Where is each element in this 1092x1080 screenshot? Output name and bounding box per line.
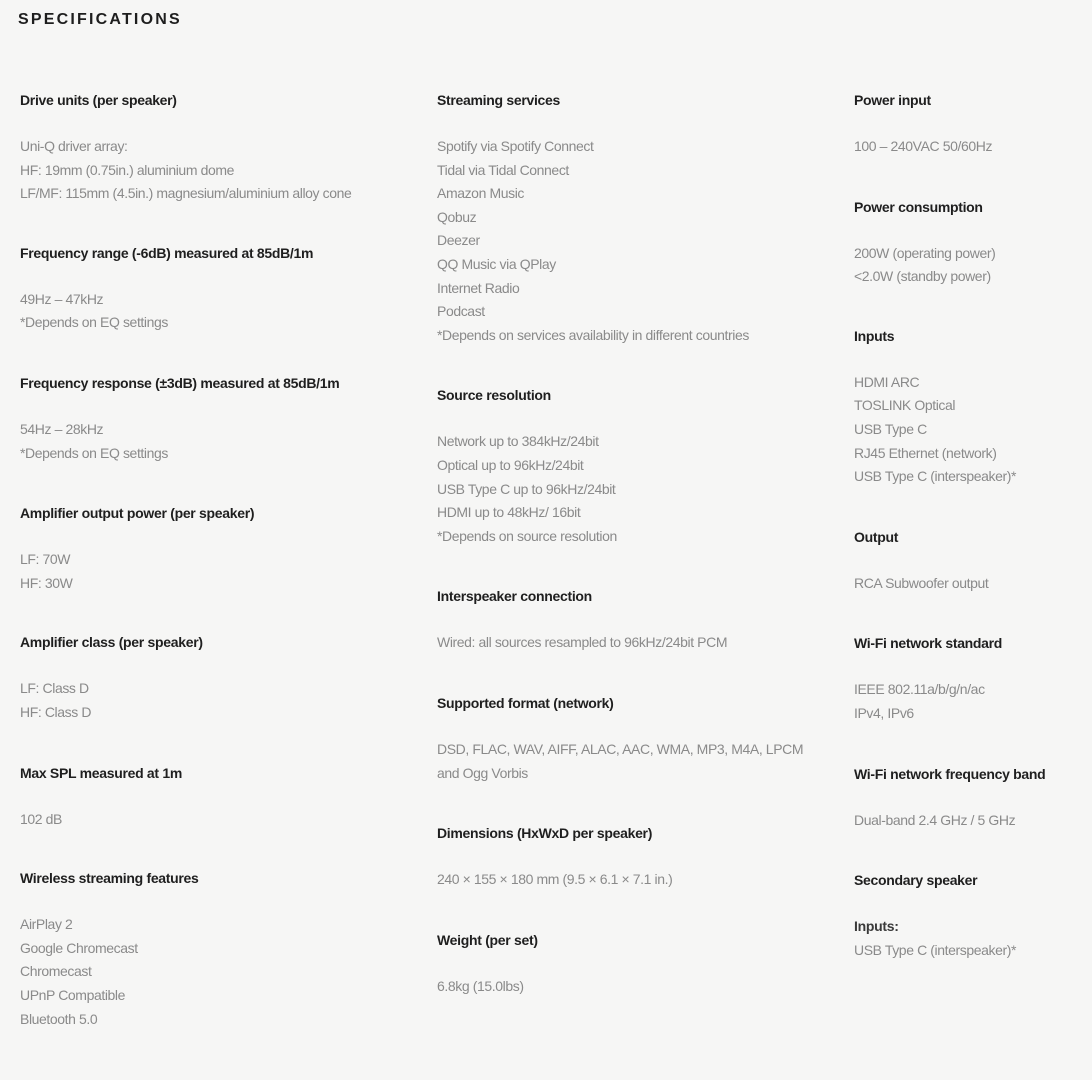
spec-value-line: HF: Class D (20, 703, 92, 720)
spec-values (854, 135, 1084, 159)
spec-value-line: DSD, FLAC, WAV, AIFF, ALAC, AAC, WMA, MP3, M4A, LPCM (437, 740, 804, 757)
spec-values (437, 975, 837, 999)
spec-title: Wi-Fi network frequency band (854, 765, 1046, 782)
spec-title: Frequency range (-6dB) measured at 85dB/1m (20, 244, 314, 261)
page-title: SPECIFICATIONS (18, 11, 182, 28)
spec-value-line: Qobuz (437, 208, 477, 225)
spec-title: Wireless streaming features (20, 870, 199, 887)
spec-block (437, 930, 837, 999)
spec-value-line: HF: 19mm (0.75in.) aluminium dome (20, 161, 234, 178)
spec-title: Wi-Fi network standard (854, 635, 1003, 652)
spec-value-line: QQ Music via QPlay (437, 255, 556, 272)
spec-values (20, 913, 420, 1031)
spec-value-line: USB Type C (interspeaker)* (854, 941, 1017, 958)
spec-values (854, 915, 1084, 962)
spec-title: Output (854, 528, 899, 545)
spec-value-line: *Depends on EQ settings (20, 314, 169, 331)
spec-title: Amplifier class (per speaker) (20, 634, 203, 651)
spec-block (854, 870, 1084, 962)
spec-title: Dimensions (HxWxD per speaker) (437, 825, 653, 842)
spec-value-line: *Depends on services availability in different countries (437, 326, 749, 343)
spec-value-line: IEEE 802.11a/b/g/n/ac (854, 681, 985, 698)
spec-block (437, 823, 837, 892)
spec-block (854, 633, 1084, 725)
spec-value-line: IPv4, IPv6 (854, 704, 914, 721)
spec-title: Max SPL measured at 1m (20, 764, 182, 781)
spec-value-line: RJ45 Ethernet (network) (854, 444, 997, 461)
spec-values (854, 572, 1084, 596)
spec-value-line: UPnP Compatible (20, 986, 126, 1003)
spec-value-line: USB Type C up to 96kHz/24bit (437, 480, 616, 497)
spec-title: Power consumption (854, 198, 983, 215)
spec-title: Drive units (per speaker) (20, 92, 177, 108)
spec-value-line: LF/MF: 115mm (4.5in.) magnesium/aluminium alloy cone (20, 185, 352, 202)
spec-value-line: Dual-band 2.4 GHz / 5 GHz (854, 811, 1016, 828)
spec-value-line: Amazon Music (437, 185, 525, 202)
spec-value-line: Tidal via Tidal Connect (437, 161, 569, 178)
spec-values (437, 135, 837, 347)
spec-value-line: 200W (operating power) (854, 244, 996, 261)
spec-block (854, 90, 1084, 159)
spec-block (20, 632, 420, 724)
spec-value-line: TOSLINK Optical (854, 397, 956, 414)
spec-block (437, 385, 837, 548)
spec-values (854, 809, 1084, 833)
spec-value-line: <2.0W (standby power) (854, 268, 991, 285)
specs-column-1 (20, 90, 420, 1031)
spec-sublabel: Inputs: (854, 918, 899, 935)
spec-values (20, 548, 420, 595)
spec-value-line: 240 × 155 × 180 mm (9.5 × 6.1 × 7.1 in.) (437, 871, 673, 888)
spec-title: Power input (854, 92, 931, 108)
spec-title: Source resolution (437, 387, 551, 404)
spec-value-line: Chromecast (20, 963, 92, 980)
spec-block (854, 527, 1084, 596)
spec-block (20, 868, 420, 1031)
spec-title: Frequency response (±3dB) measured at 85dB/1m (20, 374, 340, 391)
spec-title: Weight (per set) (437, 931, 538, 948)
spec-values (20, 418, 420, 465)
spec-value-line: Bluetooth 5.0 (20, 1010, 98, 1027)
spec-block (854, 764, 1084, 833)
spec-value-line: *Depends on EQ settings (20, 444, 169, 461)
spec-value-line: Wired: all sources resampled to 96kHz/24bit PCM (437, 634, 728, 651)
spec-values (20, 135, 420, 206)
spec-block (437, 586, 837, 655)
spec-values (20, 288, 420, 335)
spec-value-line: Internet Radio (437, 279, 520, 296)
spec-value-line: 54Hz – 28kHz (20, 420, 104, 437)
spec-value-line: USB Type C (interspeaker)* (854, 468, 1017, 485)
spec-block (20, 90, 420, 206)
spec-values (854, 678, 1084, 725)
spec-value-line: 100 – 240VAC 50/60Hz (854, 138, 993, 154)
spec-value-line: AirPlay 2 (20, 916, 73, 933)
spec-block (854, 197, 1084, 289)
spec-block (20, 503, 420, 595)
spec-values (854, 371, 1084, 489)
specs-column-2 (437, 90, 837, 998)
spec-title: Interspeaker connection (437, 588, 592, 605)
spec-value-line: and Ogg Vorbis (437, 764, 528, 781)
spec-block (437, 90, 837, 347)
spec-value-line: 49Hz – 47kHz (20, 290, 104, 307)
spec-value-line: 102 dB (20, 810, 62, 827)
spec-values (437, 738, 837, 785)
spec-value-line: HDMI ARC (854, 373, 920, 390)
spec-value-line: USB Type C (854, 420, 927, 437)
spec-value-line: LF: Class D (20, 680, 89, 697)
spec-value-line: 6.8kg (15.0lbs) (437, 977, 524, 994)
spec-block (20, 763, 420, 832)
spec-block (20, 373, 420, 465)
spec-title: Amplifier output power (per speaker) (20, 505, 255, 522)
spec-title: Streaming services (437, 92, 561, 108)
spec-value-line: Uni-Q driver array: (20, 138, 128, 154)
spec-title: Supported format (network) (437, 694, 614, 711)
spec-block (437, 693, 837, 785)
spec-values (20, 808, 420, 832)
specs-column-3 (854, 90, 1084, 962)
spec-values (437, 430, 837, 548)
spec-block (20, 243, 420, 335)
spec-values (20, 677, 420, 724)
spec-values (437, 868, 837, 892)
spec-value-line: Podcast (437, 303, 485, 320)
spec-value-line: HF: 30W (20, 574, 73, 591)
spec-values (854, 242, 1084, 289)
spec-value-line: Deezer (437, 232, 480, 249)
spec-block (854, 326, 1084, 489)
spec-value-line: RCA Subwoofer output (854, 574, 989, 591)
spec-value-line: LF: 70W (20, 551, 71, 568)
spec-value-line: Spotify via Spotify Connect (437, 138, 594, 154)
spec-value-line: Network up to 384kHz/24bit (437, 433, 599, 450)
spec-value-line: HDMI up to 48kHz/ 16bit (437, 504, 581, 521)
spec-value-line: Google Chromecast (20, 939, 138, 956)
spec-values (437, 631, 837, 655)
spec-value-line: *Depends on source resolution (437, 527, 617, 544)
spec-title: Inputs (854, 327, 895, 344)
spec-title: Secondary speaker (854, 872, 978, 889)
spec-value-line: Optical up to 96kHz/24bit (437, 456, 584, 473)
